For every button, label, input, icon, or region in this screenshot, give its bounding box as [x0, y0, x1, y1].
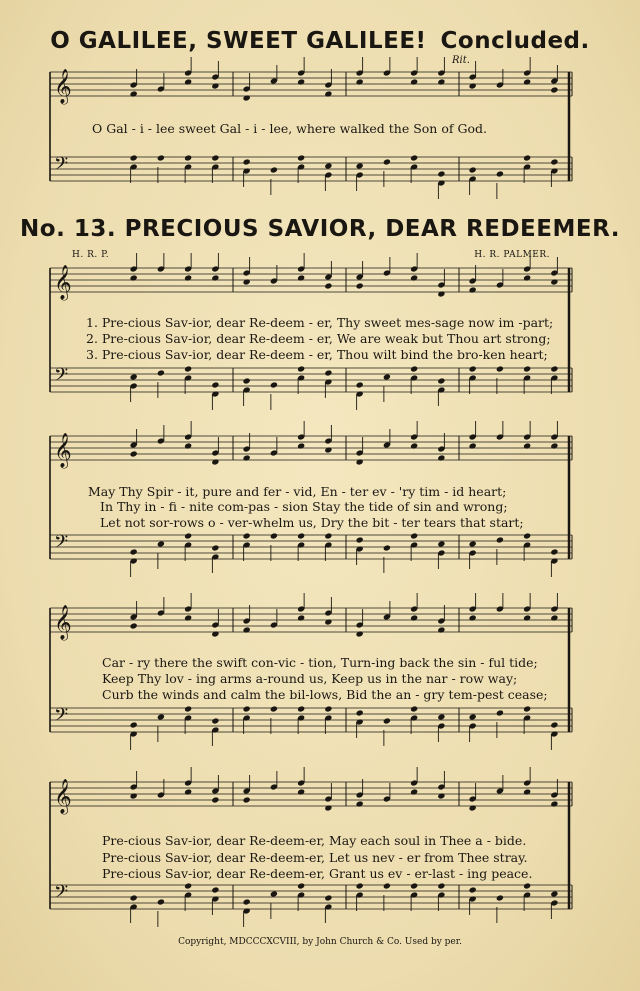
note-head [297, 154, 305, 161]
treble-clef-icon: 𝄞 [54, 265, 72, 300]
note-head [437, 626, 445, 633]
note-head [324, 618, 332, 625]
note-head [270, 381, 278, 388]
note-head [437, 377, 445, 384]
note-head [324, 804, 332, 811]
note-head [437, 290, 445, 297]
bass-clef-icon: 𝄢 [54, 154, 69, 179]
bass-clef-icon: 𝄢 [54, 365, 69, 390]
note-head [211, 886, 219, 893]
note-head [496, 365, 504, 372]
note-head [243, 454, 251, 461]
note-head [243, 898, 251, 905]
note-head [383, 158, 391, 165]
note-head [383, 544, 391, 551]
note-head [243, 532, 251, 539]
note-head [130, 622, 138, 629]
note-head [243, 158, 251, 165]
note-head [130, 792, 138, 799]
note-head [410, 788, 418, 795]
verse-line-3: Let not sor-rows o - ver-whelm us, Dry the bit - ter tears that start; [100, 515, 524, 530]
note-head [356, 709, 364, 716]
note-head [550, 890, 558, 897]
note-head [297, 274, 305, 281]
note-head [356, 78, 364, 85]
ritardando-marking: Rit. [452, 55, 470, 66]
note-head [469, 614, 477, 621]
note-head [243, 377, 251, 384]
title-text: O GALILEE, SWEET GALILEE! [50, 28, 427, 54]
note-head [410, 532, 418, 539]
verse-line-1: 1. Pre-cious Sav-ior, dear Re-deem - er, Thy sweet mes-sage now im -part; [86, 315, 554, 330]
note-head [523, 882, 531, 889]
note-head [356, 882, 364, 889]
concluded-label: Concluded. [440, 28, 590, 54]
note-head [324, 90, 332, 97]
note-head [130, 721, 138, 728]
note-head [184, 274, 192, 281]
note-head [550, 365, 558, 372]
note-head [157, 540, 165, 547]
lyric-line-part1: O Gal - i - lee sweet Gal - i - lee, where walked the Son of God. [92, 121, 487, 136]
note-head [130, 548, 138, 555]
note-head [437, 540, 445, 547]
note-head [324, 282, 332, 289]
note-head [550, 442, 558, 449]
note-head [410, 154, 418, 161]
note-head [243, 796, 251, 803]
note-head [184, 532, 192, 539]
verse-line-1: May Thy Spir - it, pure and fer - vid, En - ter ev - 'ry tim - id heart; [88, 484, 507, 499]
note-head [523, 614, 531, 621]
note-head [410, 442, 418, 449]
note-head [211, 82, 219, 89]
lyricist-credit: H. R. P. [72, 250, 110, 260]
note-head [324, 894, 332, 901]
note-head [437, 454, 445, 461]
note-head [130, 274, 138, 281]
note-head [356, 162, 364, 169]
note-head [550, 800, 558, 807]
note-head [297, 882, 305, 889]
note-head [130, 894, 138, 901]
note-head [130, 90, 138, 97]
note-head [297, 442, 305, 449]
treble-clef-icon: 𝄞 [54, 779, 72, 814]
composer-credit: H. R. PALMER. [474, 250, 550, 260]
note-head [211, 796, 219, 803]
note-head [243, 626, 251, 633]
verse-line-2: In Thy in - fi - nite com-pas - sion Stay the tide of sin and wrong; [100, 499, 508, 514]
note-head [184, 365, 192, 372]
bass-clef-icon: 𝄢 [54, 882, 69, 907]
note-head [496, 536, 504, 543]
note-head [523, 442, 531, 449]
note-head [130, 450, 138, 457]
note-head [410, 365, 418, 372]
note-head [469, 82, 477, 89]
note-head [157, 898, 165, 905]
note-head [496, 170, 504, 177]
note-head [211, 544, 219, 551]
note-head [270, 166, 278, 173]
note-head [297, 788, 305, 795]
note-head [550, 614, 558, 621]
note-head [437, 882, 445, 889]
note-head [523, 532, 531, 539]
hymn-continued-title [0, 28, 640, 54]
note-head [211, 381, 219, 388]
treble-clef-icon: 𝄞 [54, 433, 72, 468]
note-head [469, 804, 477, 811]
note-head [211, 274, 219, 281]
note-head [550, 86, 558, 93]
verse-line-1: Car - ry there the swift con-vic - tion, Turn-ing back the sin - ful tide; [102, 655, 538, 670]
note-head [496, 894, 504, 901]
note-head [523, 705, 531, 712]
note-head [523, 78, 531, 85]
note-head [297, 705, 305, 712]
note-head [469, 886, 477, 893]
note-head [184, 705, 192, 712]
note-head [469, 442, 477, 449]
note-head [270, 890, 278, 897]
note-head [324, 705, 332, 712]
note-head [469, 540, 477, 547]
note-head [437, 792, 445, 799]
note-head [243, 278, 251, 285]
note-head [324, 162, 332, 169]
note-head [184, 882, 192, 889]
note-head [437, 78, 445, 85]
note-head [550, 721, 558, 728]
note-head [550, 548, 558, 555]
bass-clef-icon: 𝄢 [54, 532, 69, 557]
note-head [324, 446, 332, 453]
note-head [211, 154, 219, 161]
note-head [356, 800, 364, 807]
note-head [356, 630, 364, 637]
note-head [211, 630, 219, 637]
note-head [184, 442, 192, 449]
note-head [469, 365, 477, 372]
verse-line-3: Curb the winds and calm the bil-lows, Bid the an - gry tem-pest cease; [102, 687, 548, 702]
note-head [383, 373, 391, 380]
note-head [184, 154, 192, 161]
verse-line-2: 2. Pre-cious Sav-ior, dear Re-deem - er, We are weak but Thou art strong; [86, 331, 551, 346]
note-head [437, 170, 445, 177]
note-head [410, 882, 418, 889]
treble-clef-icon: 𝄞 [54, 69, 72, 104]
note-head [297, 614, 305, 621]
note-head [523, 274, 531, 281]
verse-line-1: Pre-cious Sav-ior, dear Re-deem-er, May each soul in Thee a - bide. [102, 833, 527, 848]
note-head [297, 365, 305, 372]
note-head [157, 713, 165, 720]
verse-line-3: Pre-cious Sav-ior, dear Re-deem-er, Grant us ev - er-last - ing peace. [102, 866, 533, 881]
note-head [356, 282, 364, 289]
note-head [270, 705, 278, 712]
note-head [469, 166, 477, 173]
note-head [157, 369, 165, 376]
hymn-title: No. 13. PRECIOUS SAVIOR, DEAR REDEEMER. [20, 216, 620, 242]
note-head [410, 614, 418, 621]
note-head [356, 458, 364, 465]
note-head [356, 536, 364, 543]
bass-clef-icon: 𝄢 [54, 705, 69, 730]
note-head [410, 78, 418, 85]
note-head [297, 532, 305, 539]
note-head [383, 882, 391, 889]
note-head [496, 709, 504, 716]
verse-line-3: 3. Pre-cious Sav-ior, dear Re-deem - er, Thou wilt bind the bro-ken heart; [86, 347, 548, 362]
note-head [523, 154, 531, 161]
note-head [523, 365, 531, 372]
note-head [130, 154, 138, 161]
note-head [523, 788, 531, 795]
verse-line-2: Keep Thy lov - ing arms a-round us, Keep us in the nar - row way; [102, 671, 518, 686]
note-head [211, 717, 219, 724]
note-head [184, 788, 192, 795]
note-head [270, 532, 278, 539]
note-head [550, 278, 558, 285]
note-head [211, 458, 219, 465]
note-head [243, 94, 251, 101]
note-head [469, 286, 477, 293]
note-head [297, 78, 305, 85]
note-head [410, 705, 418, 712]
note-head [356, 381, 364, 388]
note-head [469, 713, 477, 720]
note-head [184, 78, 192, 85]
treble-clef-icon: 𝄞 [54, 605, 72, 640]
note-head [437, 713, 445, 720]
copyright-footer: Copyright, MDCCCXCVIII, by John Church & Co. Used by per. [178, 937, 462, 947]
verse-line-2: Pre-cious Sav-ior, dear Re-deem-er, Let us nev - er from Thee stray. [102, 850, 528, 865]
note-head [243, 705, 251, 712]
note-head [383, 717, 391, 724]
note-head [184, 614, 192, 621]
note-head [157, 154, 165, 161]
note-head [324, 532, 332, 539]
note-head [550, 158, 558, 165]
note-head [130, 373, 138, 380]
note-head [324, 369, 332, 376]
note-head [410, 274, 418, 281]
